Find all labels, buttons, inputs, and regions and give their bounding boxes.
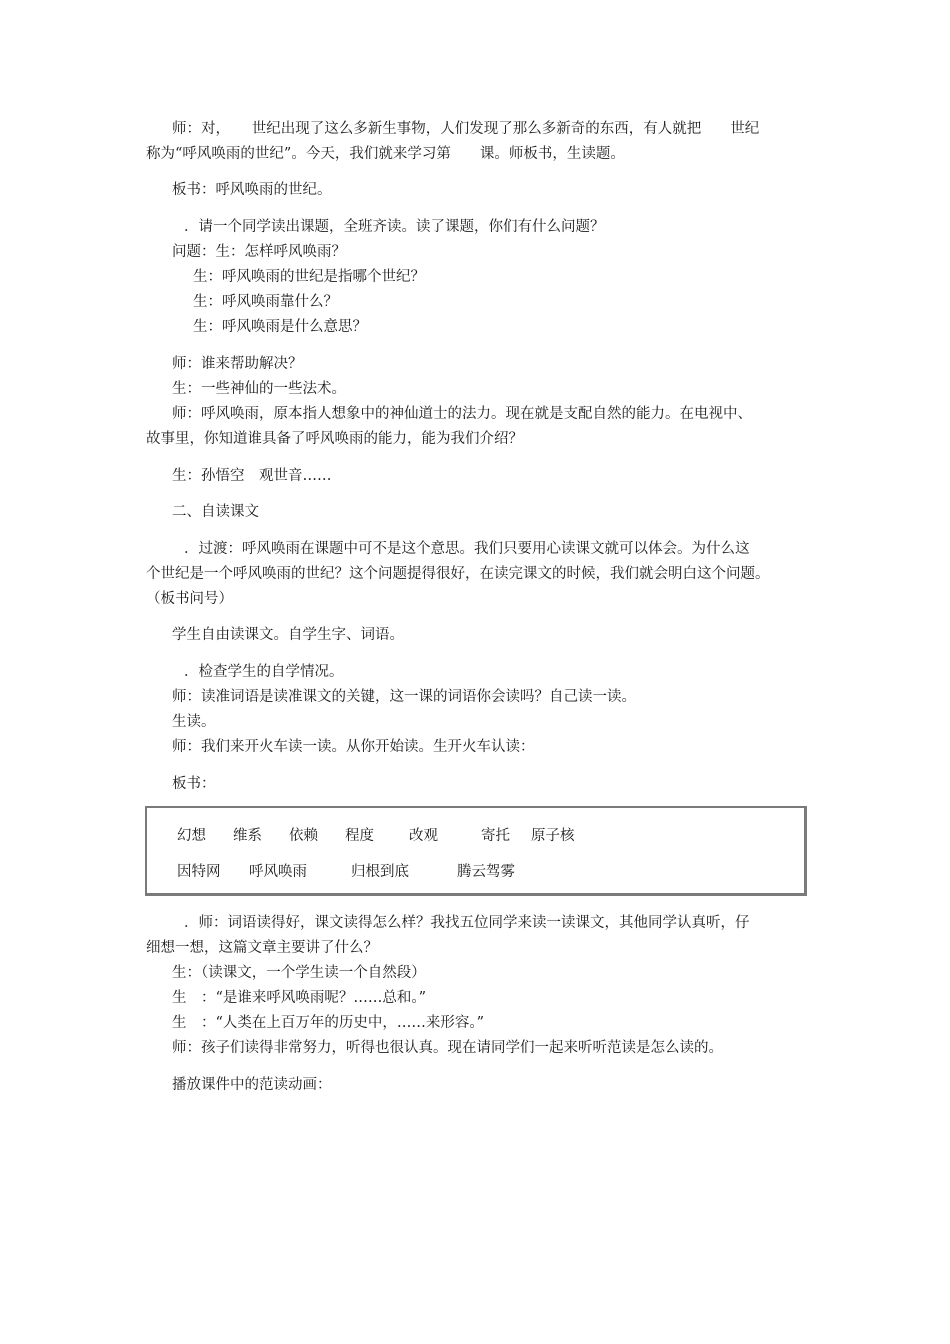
board-word: 呼风唤雨: [249, 864, 307, 880]
paragraph-line: 师：我们来开火车读一读。从你开始读。生开火车认读：: [172, 739, 535, 755]
board-words-box: [145, 806, 807, 896]
paragraph-line: 生读。: [172, 714, 216, 730]
paragraph-line: （板书问号）: [146, 591, 233, 607]
paragraph-line: 生 ：“人类在上百万年的历史中，……来形容。”: [172, 1015, 485, 1031]
paragraph-line: 生：孙悟空 观世音……: [172, 468, 332, 484]
paragraph-line: 生：呼风唤雨是什么意思？: [193, 319, 367, 335]
board-word: 改观: [409, 828, 438, 844]
paragraph-line: 师：读准词语是读准课文的关键，这一课的词语你会读吗？自己读一读。: [172, 689, 636, 705]
board-word: 腾云驾雾: [457, 864, 515, 880]
paragraph-line: 生：呼风唤雨靠什么？: [193, 294, 338, 310]
paragraph-line: ．师：词语读得好，课文读得怎么样？我找五位同学来读一读课文，其他同学认真听，仔: [184, 915, 750, 931]
paragraph-line: 师：对， 世纪出现了这么多新生事物，人们发现了那么多新奇的东西，有人就把 世纪: [172, 121, 760, 137]
paragraph-line: 生：呼风唤雨的世纪是指哪个世纪？: [193, 269, 425, 285]
paragraph-line: 学生自由读课文。自学生字、词语。: [172, 627, 404, 643]
board-word: 依赖: [289, 828, 318, 844]
paragraph-line: 播放课件中的范读动画：: [172, 1077, 332, 1093]
paragraph-line: 板书：: [172, 776, 216, 792]
paragraph-line: ．过渡：呼风唤雨在课题中可不是这个意思。我们只要用心读课文就可以体会。为什么这: [184, 541, 750, 557]
paragraph-line: 生：（读课文，一个学生读一个自然段）: [172, 965, 426, 981]
board-word: 维系: [233, 828, 262, 844]
paragraph-line: ．请一个同学读出课题，全班齐读。读了课题，你们有什么问题？: [184, 219, 605, 235]
board-word: 程度: [345, 828, 374, 844]
paragraph-line: ．检查学生的自学情况。: [184, 664, 344, 680]
board-word: 寄托: [481, 828, 510, 844]
board-word: 幻想: [177, 828, 206, 844]
paragraph-line: 板书：呼风唤雨的世纪。: [172, 182, 332, 198]
paragraph-line: 个世纪是一个呼风唤雨的世纪？这个问题提得很好，在读完课文的时候，我们就会明白这个问题。: [146, 566, 770, 582]
paragraph-line: 细想一想，这篇文章主要讲了什么？: [146, 940, 378, 956]
paragraph-line: 问题：生：怎样呼风唤雨？: [172, 244, 346, 260]
board-word: 因特网: [177, 864, 221, 880]
paragraph-line: 师：谁来帮助解决？: [172, 356, 303, 372]
paragraph-line: 生 ：“是谁来呼风唤雨呢？……总和。”: [172, 990, 427, 1006]
paragraph-line: 称为“呼风唤雨的世纪”。今天，我们就来学习第 课。师板书，生读题。: [146, 146, 625, 162]
paragraph-line: 师：呼风唤雨，原本指人想象中的神仙道士的法力。现在就是支配自然的能力。在电视中、: [172, 406, 752, 422]
board-word: 原子核: [531, 828, 575, 844]
paragraph-line: 生：一些神仙的一些法术。: [172, 381, 346, 397]
paragraph-line: 师：孩子们读得非常努力，听得也很认真。现在请同学们一起来听听范读是怎么读的。: [172, 1040, 723, 1056]
board-word: 归根到底: [351, 864, 409, 880]
paragraph-line: 故事里，你知道谁具备了呼风唤雨的能力，能为我们介绍？: [146, 431, 523, 447]
section-heading: 二、自读课文: [172, 504, 259, 520]
